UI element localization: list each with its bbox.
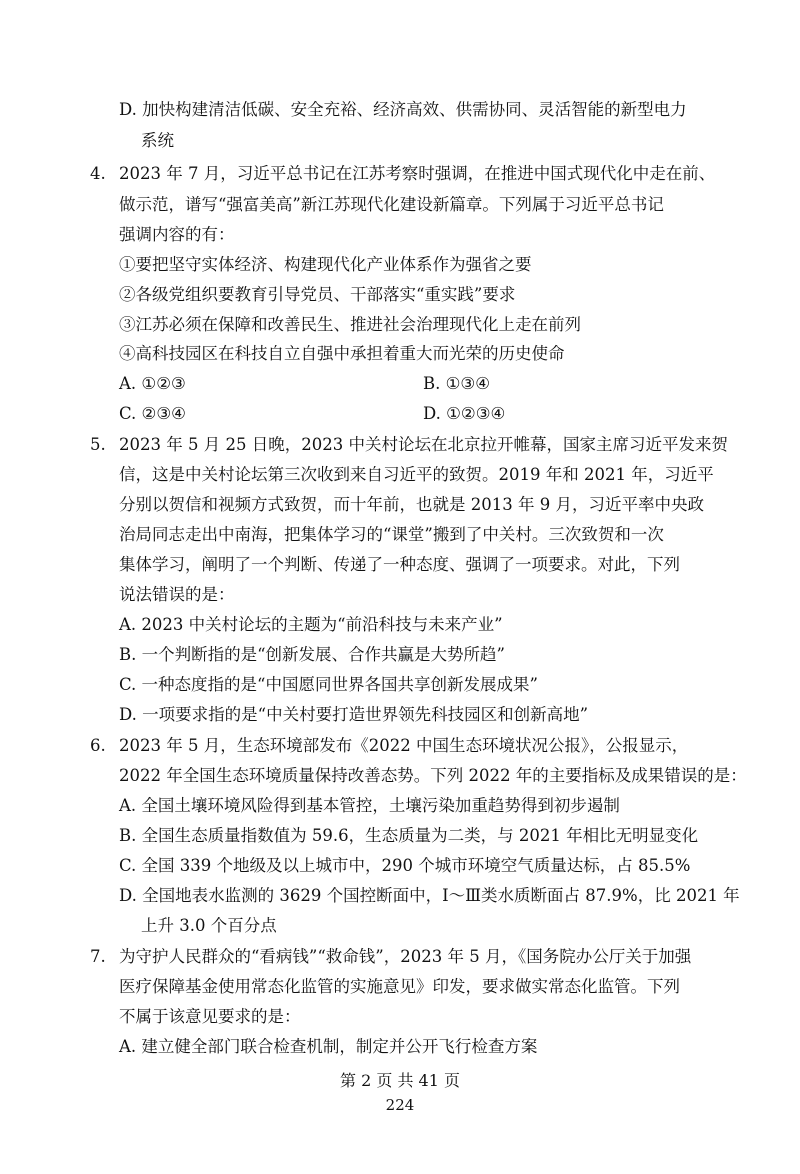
q3-option-d-line-2: 系统	[141, 131, 174, 150]
q4-option-a: A. ①②③	[119, 374, 186, 393]
q3-option-d-line-1: D. 加快构建清洁低碳、安全充裕、经济高效、供需协同、灵活智能的新型电力	[119, 100, 687, 119]
q5-stem-line-4: 治局同志走出中南海，把集体学习的“课堂”搬到了中关村。三次致贺和一次	[119, 525, 664, 544]
page-footer-label: 第 2 页 共 41 页	[340, 1071, 460, 1090]
q7-option-a: A. 建立健全部门联合检查机制，制定并公开飞行检查方案	[119, 1037, 538, 1056]
q4-item-2: ②各级党组织要教育引导党员、干部落实“重实践”要求	[119, 285, 516, 304]
q5-stem-line-5: 集体学习，阐明了一个判断、传递了一种态度、强调了一项要求。对此，下列	[119, 555, 680, 574]
q4-option-b: B. ①③④	[423, 374, 490, 393]
q4-stem-line-1: 2023 年 7 月，习近平总书记在江苏考察时强调，在推进中国式现代化中走在前、	[119, 164, 716, 183]
q7-stem-line-1: 为守护人民群众的“看病钱”“救命钱”，2023 年 5 月，《国务院办公厅关于加强	[119, 947, 692, 966]
question-number-5: 5.	[90, 435, 106, 454]
question-number-6: 6.	[90, 736, 106, 755]
q6-option-b: B. 全国生态质量指数值为 59.6，生态质量为二类，与 2021 年相比无明显变化	[119, 826, 699, 845]
q5-option-a: A. 2023 中关村论坛的主题为“前沿科技与未来产业”	[119, 615, 503, 634]
q4-option-c: C. ②③④	[119, 404, 186, 423]
q5-stem-line-1: 2023 年 5 月 25 日晚，2023 中关村论坛在北京拉开帷幕，国家主席习近平发来贺	[119, 435, 728, 454]
q6-stem-line-2: 2022 年全国生态环境质量保持改善态势。下列 2022 年的主要指标及成果错误的是：	[119, 766, 747, 785]
q4-item-4: ④高科技园区在科技自立自强中承担着重大而光荣的历史使命	[119, 344, 565, 363]
question-number-4: 4.	[90, 164, 106, 183]
q6-option-a: A. 全国土壤环境风险得到基本管控，土壤污染加重趋势得到初步遏制	[119, 796, 620, 815]
q5-option-c: C. 一种态度指的是“中国愿同世界各国共享创新发展成果”	[119, 675, 538, 694]
q7-stem-line-2: 医疗保障基金使用常态化监管的实施意见》印发，要求做实常态化监管。下列	[119, 977, 680, 996]
q4-stem-line-2: 做示范，谱写“强富美高”新江苏现代化建设新篇章。下列属于习近平总书记	[119, 195, 664, 214]
question-number-7: 7.	[90, 947, 106, 966]
q4-item-3: ③江苏必须在保障和改善民生、推进社会治理现代化上走在前列	[119, 315, 581, 334]
q4-stem-line-3: 强调内容的有：	[119, 225, 235, 244]
q5-stem-line-2: 信，这是中关村论坛第三次收到来自习近平的致贺。2019 年和 2021 年，习近平	[119, 465, 714, 484]
q7-stem-line-3: 不属于该意见要求的是：	[119, 1007, 301, 1026]
q5-option-d: D. 一项要求指的是“中关村要打造世界领先科技园区和创新高地”	[119, 705, 589, 724]
q4-option-d: D. ①②③④	[423, 404, 506, 423]
q5-stem-line-3: 分别以贺信和视频方式致贺，而十年前，也就是 2013 年 9 月，习近平率中央政	[119, 495, 704, 514]
page-number: 224	[385, 1096, 415, 1114]
q6-option-c: C. 全国 339 个地级及以上城市中，290 个城市环境空气质量达标，占 85.5%	[119, 856, 691, 875]
q6-option-d-line-2: 上升 3.0 个百分点	[141, 916, 277, 935]
q5-stem-line-6: 说法错误的是：	[119, 585, 235, 604]
q6-stem-line-1: 2023 年 5 月，生态环境部发布《2022 中国生态环境状况公报》，公报显示，	[119, 736, 689, 755]
q6-option-d-line-1: D. 全国地表水监测的 3629 个国控断面中，Ⅰ～Ⅲ类水质断面占 87.9%，比 2021 年	[119, 886, 740, 905]
q4-item-1: ①要把坚守实体经济、构建现代化产业体系作为强省之要	[119, 255, 532, 274]
q5-option-b: B. 一个判断指的是“创新发展、合作共赢是大势所趋”	[119, 645, 505, 664]
